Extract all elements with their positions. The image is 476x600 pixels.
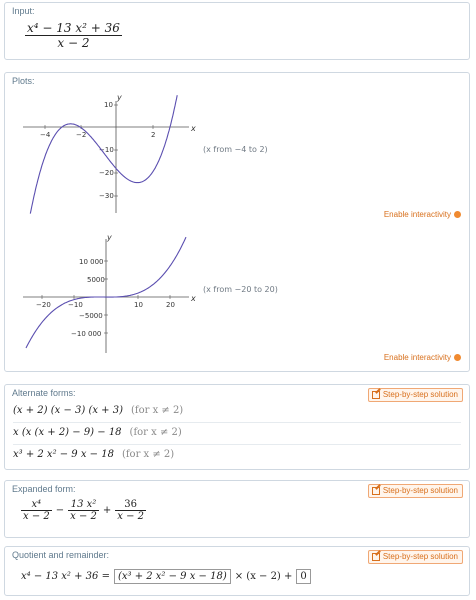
expanded-term2-den: x − 2 bbox=[70, 511, 97, 522]
quotient-remainder-pod bbox=[4, 546, 470, 596]
quotient-times: × (x − 2) + bbox=[234, 571, 293, 582]
expanded-op2: + bbox=[102, 505, 112, 516]
plot-2-ytick-3: −5000 bbox=[79, 312, 103, 320]
plot-1 bbox=[19, 91, 219, 221]
alternate-form-cond-1: (for x ≠ 2) bbox=[130, 405, 184, 416]
remainder-value: 0 bbox=[296, 569, 310, 584]
plot-2-xtick-3: 10 bbox=[134, 301, 143, 309]
alternate-form-row-2 bbox=[13, 422, 461, 445]
plot-1-ytick-4: −30 bbox=[99, 192, 114, 200]
quotient-value: (x³ + 2 x² − 9 x − 18) bbox=[114, 569, 231, 584]
plot-2-xtick-2: −10 bbox=[68, 301, 83, 309]
enable-interactivity-2[interactable] bbox=[384, 353, 461, 362]
quotient-remainder-title: Quotient and remainder: bbox=[12, 550, 110, 560]
plot-2-ylabel: y bbox=[107, 233, 112, 242]
quotient-lhs: x⁴ − 13 x² + 36 = bbox=[21, 571, 110, 582]
plot-1-ytick-1: 10 bbox=[104, 101, 113, 109]
expanded-form-title: Expanded form: bbox=[12, 484, 76, 494]
plots-pod-title: Plots: bbox=[12, 76, 35, 86]
step-by-step-label: Step-by-step solution bbox=[382, 390, 458, 399]
expanded-term2-num: 13 x² bbox=[70, 499, 97, 510]
plot-2-ytick-4: −10 000 bbox=[71, 330, 102, 338]
edit-icon bbox=[372, 391, 380, 399]
input-pod-title: Input: bbox=[12, 6, 35, 16]
step-by-step-label: Step-by-step solution bbox=[382, 552, 458, 561]
plot-1-xtick-1: −4 bbox=[40, 131, 51, 139]
edit-icon bbox=[372, 487, 380, 495]
input-numerator: x⁴ − 13 x² + 36 bbox=[27, 21, 120, 35]
expanded-op1: − bbox=[55, 505, 65, 516]
enable-interactivity-2-label: Enable interactivity bbox=[383, 353, 451, 362]
alternate-form-expr-1: (x + 2) (x − 3) (x + 3) bbox=[13, 405, 123, 416]
alternate-form-row-3 bbox=[13, 444, 461, 466]
expanded-term1-den: x − 2 bbox=[23, 511, 50, 522]
alternate-form-expr-3: x³ + 2 x² − 9 x − 18 bbox=[13, 449, 114, 460]
plot-2-xtick-1: −20 bbox=[36, 301, 51, 309]
input-pod bbox=[4, 2, 470, 60]
enable-interactivity-1-label: Enable interactivity bbox=[383, 210, 451, 219]
plot-2-range-note: (x from −20 to 20) bbox=[203, 285, 278, 294]
plot-1-ytick-2: −10 bbox=[99, 146, 114, 154]
plot-1-xlabel: x bbox=[191, 124, 196, 133]
interactivity-icon bbox=[454, 354, 461, 361]
quotient-expression bbox=[21, 569, 311, 584]
alternate-form-expr-2: x (x (x + 2) − 9) − 18 bbox=[13, 427, 122, 438]
enable-interactivity-1[interactable] bbox=[384, 210, 461, 219]
plot-1-xtick-3: 2 bbox=[151, 131, 156, 139]
edit-icon bbox=[372, 553, 380, 561]
plot-1-ytick-3: −20 bbox=[99, 169, 114, 177]
plot-1-ylabel: y bbox=[117, 93, 122, 102]
input-expression bbox=[25, 21, 122, 50]
interactivity-icon bbox=[454, 211, 461, 218]
plot-2-xtick-4: 20 bbox=[166, 301, 175, 309]
alternate-form-row-1 bbox=[13, 400, 461, 423]
expanded-form-pod bbox=[4, 480, 470, 538]
expanded-term1-num: x⁴ bbox=[31, 499, 42, 510]
plots-pod bbox=[4, 72, 470, 372]
alternate-forms-pod bbox=[4, 384, 470, 470]
expanded-expression bbox=[21, 499, 146, 522]
alternate-forms-title: Alternate forms: bbox=[12, 388, 76, 398]
expanded-term3-num: 36 bbox=[124, 499, 138, 510]
plot-2-ytick-1: 10 000 bbox=[79, 258, 104, 266]
alternate-form-cond-2: (for x ≠ 2) bbox=[129, 427, 182, 438]
step-by-step-button-expanded[interactable] bbox=[368, 484, 463, 498]
plot-2-ytick-2: 5000 bbox=[87, 276, 105, 284]
expanded-term3-den: x − 2 bbox=[117, 511, 145, 522]
input-denominator: x − 2 bbox=[57, 36, 90, 50]
step-by-step-button-quotient[interactable] bbox=[368, 550, 463, 564]
plot-2-xlabel: x bbox=[191, 294, 196, 303]
plot-1-range-note: (x from −4 to 2) bbox=[203, 145, 268, 154]
plot-1-xtick-2: −2 bbox=[76, 131, 87, 139]
alternate-form-cond-3: (for x ≠ 2) bbox=[121, 449, 175, 460]
step-by-step-label: Step-by-step solution bbox=[382, 486, 458, 495]
plot-2 bbox=[19, 231, 219, 361]
